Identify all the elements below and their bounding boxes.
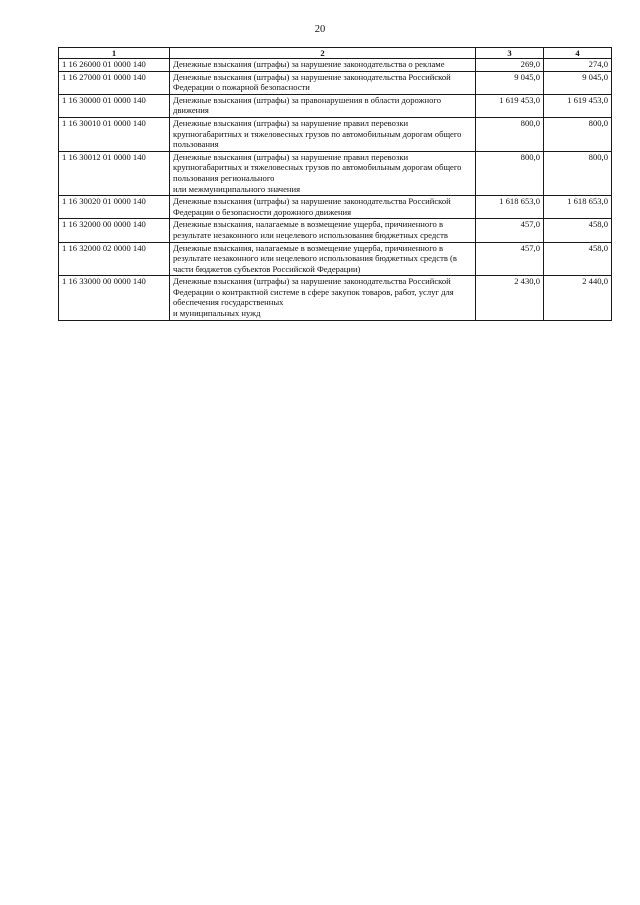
- row-name: Денежные взыскания (штрафы) за нарушение законодательства Российской Федерации о безопасности дорожного движения: [170, 196, 476, 219]
- table-body: [59, 59, 612, 321]
- table-header: [59, 48, 612, 59]
- row-code: 1 16 32000 00 0000 140: [59, 219, 170, 242]
- row-name: Денежные взыскания (штрафы) за нарушение законодательства Российской Федерации о пожарной безопасности: [170, 71, 476, 94]
- row-value-col4: 800,0: [544, 117, 612, 151]
- row-value-col3: 800,0: [476, 117, 544, 151]
- revenue-table: [58, 47, 612, 321]
- row-value-col4: 274,0: [544, 59, 612, 72]
- row-value-col3: 1 619 453,0: [476, 94, 544, 117]
- row-value-col3: 457,0: [476, 242, 544, 276]
- row-code: 1 16 30012 01 0000 140: [59, 151, 170, 195]
- row-name: Денежные взыскания (штрафы) за нарушение правил перевозки крупногабаритных и тяжеловесных грузов по автомобильным дорогам общего пользования регионального или межмуниципального значения: [170, 151, 476, 195]
- row-value-col4: 458,0: [544, 242, 612, 276]
- row-value-col4: 1 618 653,0: [544, 196, 612, 219]
- row-value-col3: 9 045,0: [476, 71, 544, 94]
- row-name: Денежные взыскания (штрафы) за нарушение законодательства о рекламе: [170, 59, 476, 72]
- row-value-col3: 2 430,0: [476, 276, 544, 320]
- row-value-col4: 2 440,0: [544, 276, 612, 320]
- row-name: Денежные взыскания, налагаемые в возмещение ущерба, причиненного в результате незаконного или нецелевого использования бюджетных средств: [170, 219, 476, 242]
- row-code: 1 16 33000 00 0000 140: [59, 276, 170, 320]
- row-code: 1 16 26000 01 0000 140: [59, 59, 170, 72]
- table-row: [59, 196, 612, 219]
- row-code: 1 16 30010 01 0000 140: [59, 117, 170, 151]
- row-value-col4: 9 045,0: [544, 71, 612, 94]
- row-value-col4: 1 619 453,0: [544, 94, 612, 117]
- page-number: 20: [314, 24, 326, 35]
- row-name: Денежные взыскания (штрафы) за нарушение законодательства Российской Федерации о контрактной системе в сфере закупок товаров, работ, услуг для обеспечения государственных и муниципальных нужд: [170, 276, 476, 320]
- header-col-4: 4: [544, 48, 612, 59]
- row-code: 1 16 30020 01 0000 140: [59, 196, 170, 219]
- row-value-col3: 1 618 653,0: [476, 196, 544, 219]
- table-row: [59, 117, 612, 151]
- row-code: 1 16 30000 01 0000 140: [59, 94, 170, 117]
- row-value-col3: 457,0: [476, 219, 544, 242]
- table-row: [59, 151, 612, 195]
- table-row: [59, 219, 612, 242]
- row-name: Денежные взыскания, налагаемые в возмещение ущерба, причиненного в результате незаконного или нецелевого использования бюджетных средств (в части бюджетов субъектов Российской Федерации): [170, 242, 476, 276]
- table-row: [59, 94, 612, 117]
- table-row: [59, 242, 612, 276]
- row-code: 1 16 27000 01 0000 140: [59, 71, 170, 94]
- row-value-col3: 269,0: [476, 59, 544, 72]
- table-row: [59, 59, 612, 72]
- header-col-3: 3: [476, 48, 544, 59]
- table-row: [59, 276, 612, 320]
- row-value-col3: 800,0: [476, 151, 544, 195]
- row-name: Денежные взыскания (штрафы) за нарушение правил перевозки крупногабаритных и тяжеловесных грузов по автомобильным дорогам общего пользования: [170, 117, 476, 151]
- header-row: [59, 48, 612, 59]
- row-name: Денежные взыскания (штрафы) за правонарушения в области дорожного движения: [170, 94, 476, 117]
- header-col-2: 2: [170, 48, 476, 59]
- row-value-col4: 458,0: [544, 219, 612, 242]
- header-col-1: 1: [59, 48, 170, 59]
- row-code: 1 16 32000 02 0000 140: [59, 242, 170, 276]
- table-row: [59, 71, 612, 94]
- row-value-col4: 800,0: [544, 151, 612, 195]
